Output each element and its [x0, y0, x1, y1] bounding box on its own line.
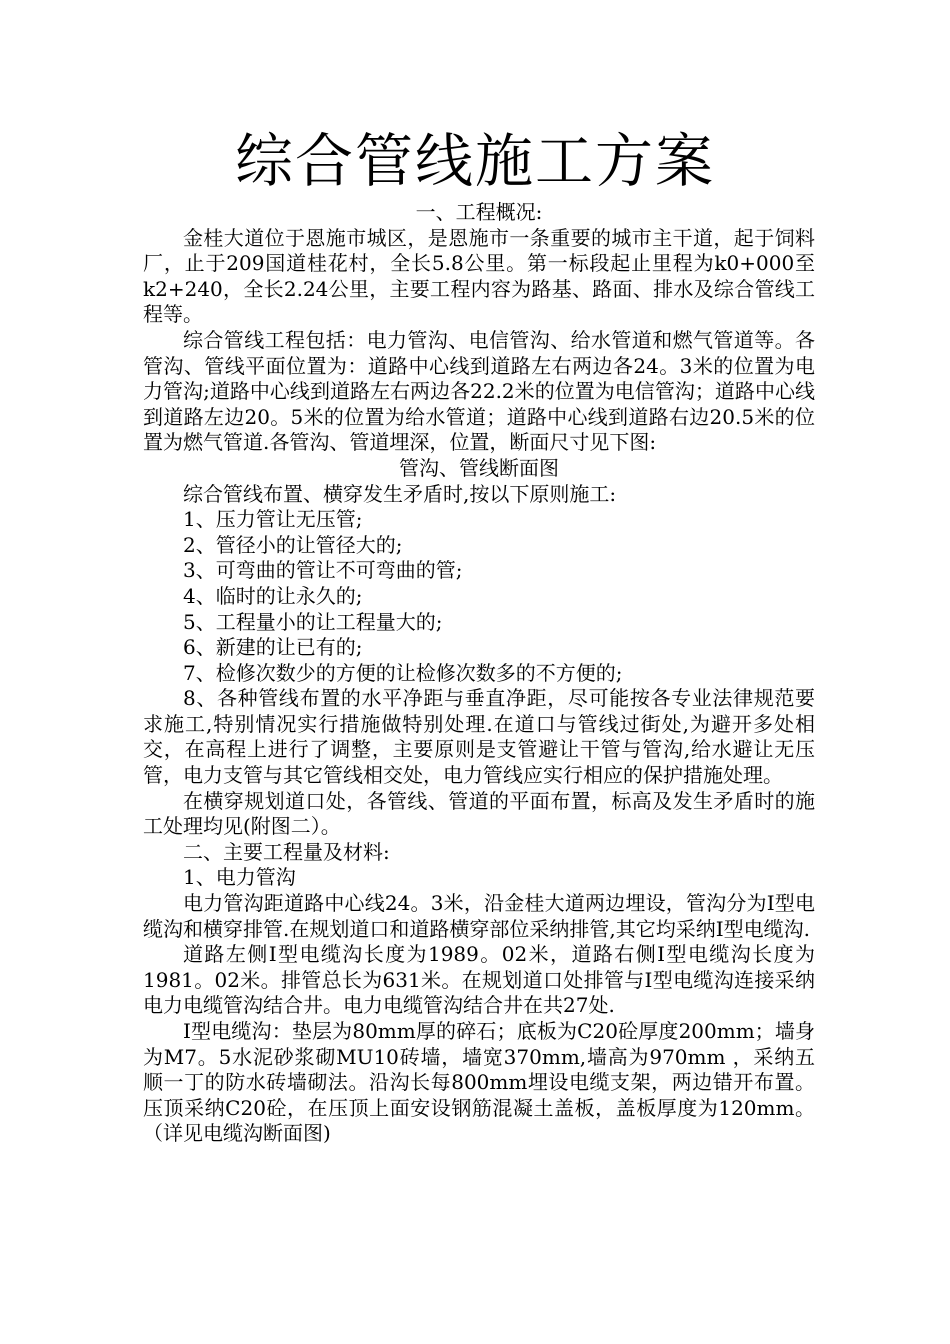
principle-item-3: 3、可弯曲的管让不可弯曲的管;: [183, 558, 463, 583]
principle-item-4: 4、临时的让永久的;: [183, 583, 363, 608]
figure-caption-section-diagram: 管沟、管线断面图: [399, 455, 559, 480]
principle-item-2: 2、管径小的让管径大的;: [183, 532, 403, 557]
paragraph-pipeline-positions: 综合管线工程包括：电力管沟、电信管沟、给水管道和燃气管道等。各管沟、管线平面位置为：道路中心线到道路左右两边各24。3米的位置为电力管沟;道路中心线到道路左右两边各22.2米的位置为电信管沟；道路中心线到道路左边20。5米的位置为给水管道；道路中心线到道路右边20.5米的位置为燃气管道.各管沟、管道埋深，位置，断面尺寸见下图:: [143, 327, 815, 455]
paragraph-project-intro: 金桂大道位于恩施市城区，是恩施市一条重要的城市主干道，起于饲料厂，止于209国道桂花村，全长5.8公里。第一标段起止里程为k0+000至k2+240，全长2.24公里，主要工程内容为路基、路面、排水及综合管线工程等。: [143, 225, 815, 327]
section-heading-quantities: 二、主要工程量及材料:: [183, 839, 390, 864]
document-body: [143, 200, 815, 1147]
paragraph-crossing-layout: 在横穿规划道口处，各管线、管道的平面布置，标高及发生矛盾时的施工处理均见(附图二）。: [143, 788, 815, 839]
principle-item-1: 1、压力管让无压管;: [183, 507, 363, 532]
section-heading-overview: 一、工程概况:: [415, 200, 543, 224]
principle-item-7: 7、检修次数少的方便的让检修次数多的不方便的;: [183, 660, 623, 685]
paragraph-type1-trench-spec: Ⅰ型电缆沟：垫层为80mm厚的碎石；底板为C20砼厚度200mm；墙身为M7。5水泥砂浆砌MU10砖墙，墙宽370mm,墙高为970mm ，采纳五顺一丁的防水砖墙砌法。沿沟长每800mm埋设电缆支架，两边错开布置。压顶采纳C20砼，在压顶上面安设钢筋混凝土盖板，盖板厚度为120mm。（详见电缆沟断面图): [143, 1019, 815, 1146]
paragraph-power-trench-location: 电力管沟距道路中心线24。3米，沿金桂大道两边埋设，管沟分为Ⅰ型电缆沟和横穿排管.在规划道口和道路横穿部位采纳排管,其它均采纳Ⅰ型电缆沟.: [143, 891, 815, 941]
principle-item-8: 8、各种管线布置的水平净距与垂直净距，尽可能按各专业法律规范要求施工,特别情况实行措施做特别处理.在道口与管线过街处,为避开多处相交，在高程上进行了调整，主要原则是支管避让干管与管沟,给水避让无压管，电力支管与其它管线相交处，电力管线应实行相应的保护措施处理。: [143, 686, 815, 788]
paragraph-power-trench-lengths: 道路左侧Ⅰ型电缆沟长度为1989。02米，道路右侧Ⅰ型电缆沟长度为1981。02米。排管总长为631米。在规划道口处排管与Ⅰ型电缆沟连接采纳电力电缆管沟结合井。电力电缆管沟结合井在共27处.: [143, 942, 815, 1018]
subsection-heading-power-trench: 1、电力管沟: [183, 865, 296, 890]
document-title: 综合管线施工方案: [234, 127, 715, 195]
principle-item-6: 6、新建的让已有的;: [183, 635, 363, 660]
paragraph-principles-intro: 综合管线布置、横穿发生矛盾时,按以下原则施工:: [183, 481, 617, 506]
principle-item-5: 5、工程量小的让工程量大的;: [183, 609, 443, 634]
